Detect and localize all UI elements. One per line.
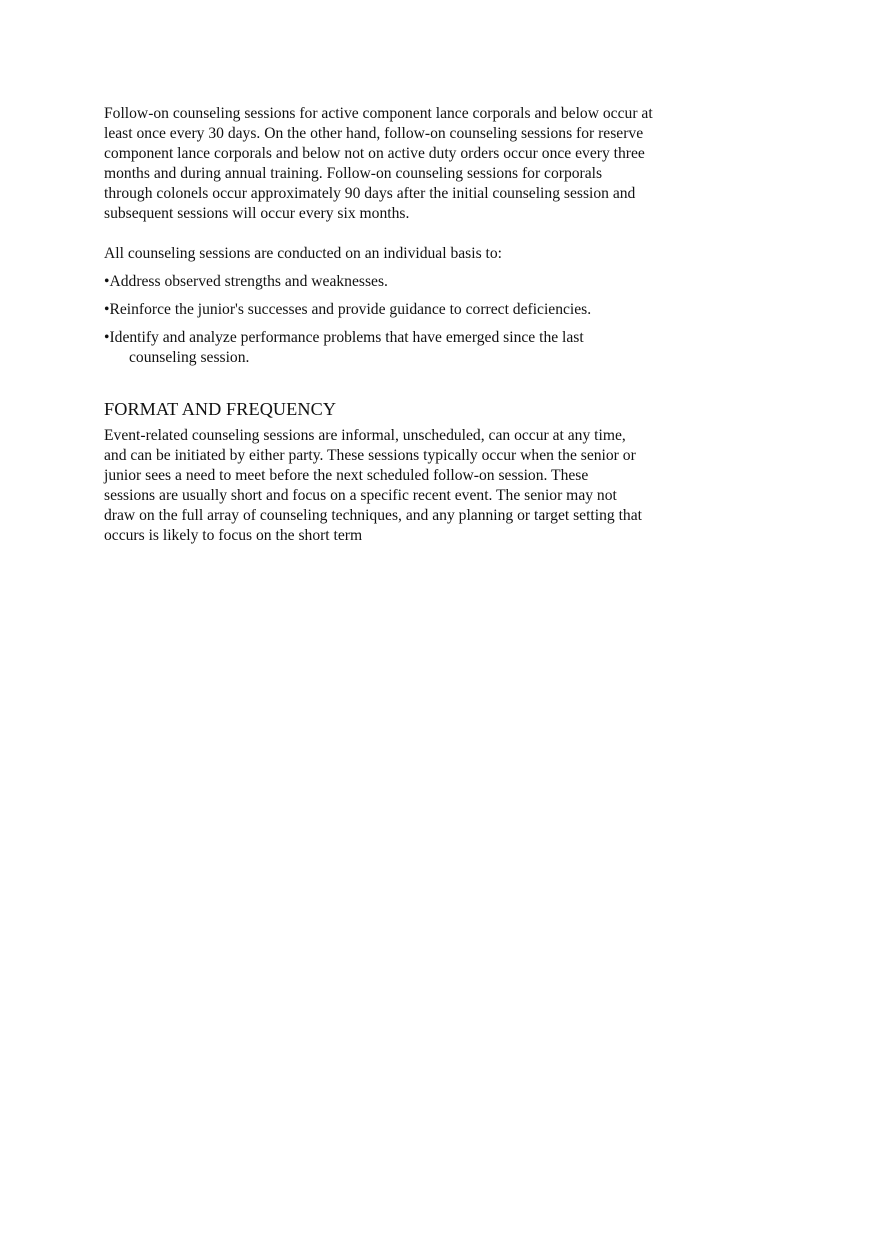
- paragraph-line: component lance corporals and below not on active duty orders occur once every three: [104, 145, 645, 162]
- bullet-line: •Reinforce the junior's successes and provide guidance to correct deficiencies.: [104, 301, 592, 318]
- list-item: [104, 300, 744, 320]
- paragraph-line: and can be initiated by either party. These sessions typically occur when the senior or: [104, 447, 636, 464]
- paragraph-line: Follow-on counseling sessions for active component lance corporals and below occur at: [104, 105, 653, 122]
- list-item: [104, 328, 744, 368]
- paragraph-line: through colonels occur approximately 90 days after the initial counseling session and: [104, 185, 636, 202]
- paragraph-follow-on-sessions: [104, 104, 744, 224]
- paragraph-line: sessions are usually short and focus on a specific recent event. The senior may not: [104, 487, 617, 504]
- paragraph-line: subsequent sessions will occur every six months.: [104, 205, 410, 222]
- paragraph-line: least once every 30 days. On the other hand, follow-on counseling sessions for reserve: [104, 125, 644, 142]
- paragraph-line: months and during annual training. Follow-on counseling sessions for corporals: [104, 165, 603, 182]
- paragraph-line: junior sees a need to meet before the next scheduled follow-on session. These: [104, 467, 589, 484]
- bullet-list: [104, 272, 744, 368]
- bullet-line: •Identify and analyze performance problems that have emerged since the last: [104, 329, 584, 346]
- paragraph-line: draw on the full array of counseling techniques, and any planning or target setting that: [104, 507, 642, 524]
- paragraph-line: occurs is likely to focus on the short term: [104, 527, 363, 544]
- bullet-line-continuation: counseling session.: [129, 349, 250, 366]
- bullet-line: •Address observed strengths and weaknesses.: [104, 273, 388, 290]
- paragraph-line: Event-related counseling sessions are informal, unscheduled, can occur at any time,: [104, 427, 626, 444]
- bullet-intro: All counseling sessions are conducted on an individual basis to:: [104, 245, 503, 262]
- list-item: [104, 272, 744, 292]
- section-heading: FORMAT AND FREQUENCY: [104, 399, 337, 419]
- document-body: [104, 104, 744, 546]
- paragraph-event-related-sessions: [104, 426, 744, 546]
